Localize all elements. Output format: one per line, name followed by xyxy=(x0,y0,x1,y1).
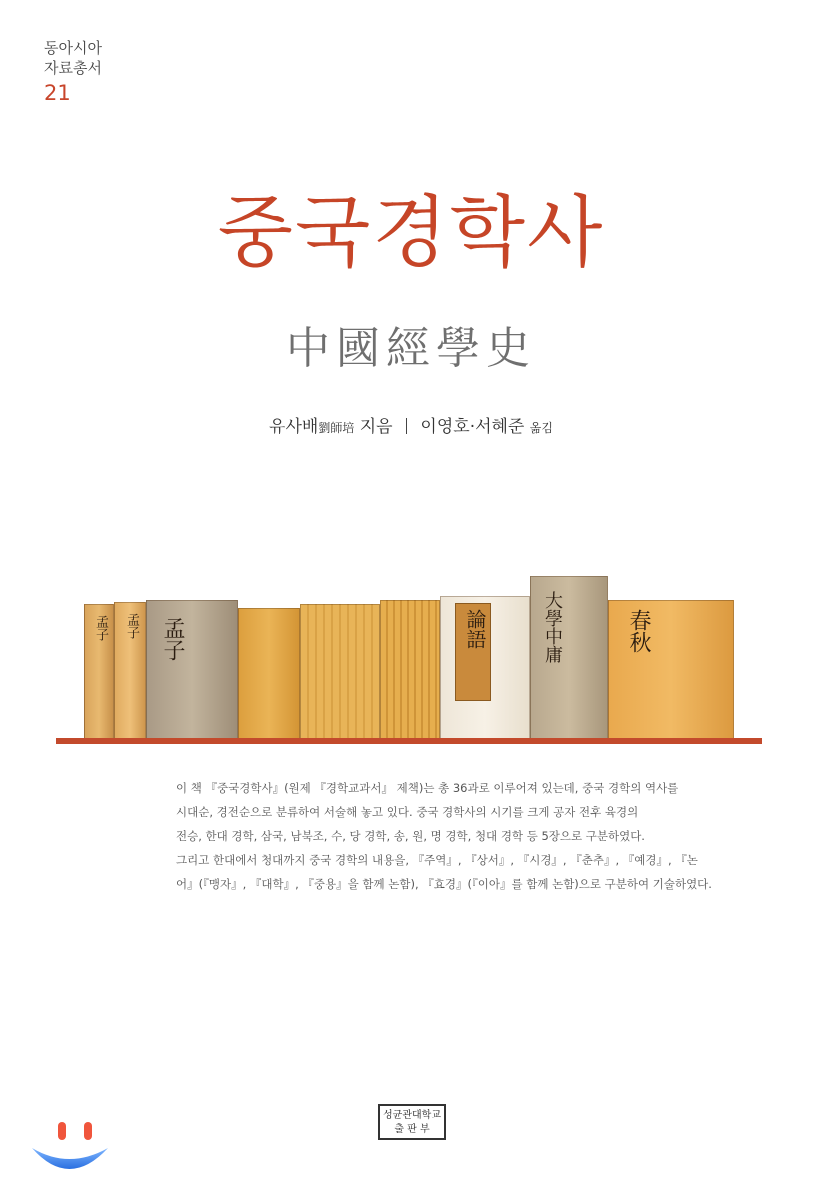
smiley-eye-right xyxy=(84,1122,92,1140)
author-hanja: 劉師培 xyxy=(318,421,355,435)
book-spine-spring-autumn xyxy=(608,600,734,740)
book-spine-2 xyxy=(114,602,146,740)
author-line xyxy=(0,412,822,437)
description-line-1: 이 책 『중국경학사』(원제 『경학교과서』 제책)는 총 36과로 이루어져 있는데, 중국 경학의 역사를 xyxy=(176,781,679,795)
book-spine-3 xyxy=(146,600,238,740)
author-divider xyxy=(406,418,407,434)
book-spine-analects xyxy=(440,596,530,740)
publisher-line-2: 출 판 부 xyxy=(394,1124,430,1135)
book-label-4: 論語 xyxy=(463,609,487,649)
series-line-2: 자료총서 xyxy=(44,59,102,77)
series-number: 21 xyxy=(44,81,71,105)
description-line-5: 어』(『맹자』, 『대학』, 『중용』을 함께 논함), 『효경』(『이아』를 함께 논함)으로 구분하여 기술하였다. xyxy=(176,877,712,891)
translator-names: 이영호·서혜준 xyxy=(420,417,525,437)
book-title-hanja: 中國經學史 xyxy=(286,323,536,374)
description-line-4: 그리고 한대에서 청대까지 중국 경학의 내용을, 『주역』, 『상서』, 『시경』, 『춘추』, 『예경』, 『논 xyxy=(176,853,698,867)
publisher-logo xyxy=(378,1104,446,1140)
book-label-2: 孟子 xyxy=(124,613,139,639)
translator-role: 옮김 xyxy=(529,421,553,435)
book-spine-1 xyxy=(84,604,114,740)
book-label-6: 春秋 xyxy=(626,609,651,653)
series-line-1: 동아시아 xyxy=(44,39,102,57)
book-open-pages-3 xyxy=(380,600,440,740)
book-label-5: 大學中庸 xyxy=(542,591,563,663)
series-label xyxy=(44,38,102,106)
author-name: 유사배 xyxy=(269,417,319,437)
book-shelf-illustration xyxy=(84,572,744,740)
shelf-line xyxy=(56,738,762,744)
book-open-pages-1 xyxy=(238,608,300,740)
description-line-2: 시대순, 경전순으로 분류하여 서술해 놓고 있다. 중국 경학사의 시기를 크게 공자 전후 육경의 xyxy=(176,805,639,819)
book-open-pages-2 xyxy=(300,604,380,740)
book-title: 중국경학사 xyxy=(217,188,605,278)
book-label-3: 孟子 xyxy=(160,617,185,661)
smiley-icon xyxy=(24,1118,114,1182)
smiley-mouth xyxy=(32,1148,108,1169)
book-label-1: 孟子 xyxy=(93,615,108,641)
book-spine-great-learning xyxy=(530,576,608,740)
smiley-eye-left xyxy=(58,1122,66,1140)
book-description xyxy=(176,776,712,896)
description-line-3: 전승, 한대 경학, 삼국, 남북조, 수, 당 경학, 송, 원, 명 경학, 청대 경학 등 5장으로 구분하였다. xyxy=(176,829,645,843)
publisher-line-1: 성균관대학교 xyxy=(383,1110,441,1121)
author-role: 지음 xyxy=(359,417,393,437)
